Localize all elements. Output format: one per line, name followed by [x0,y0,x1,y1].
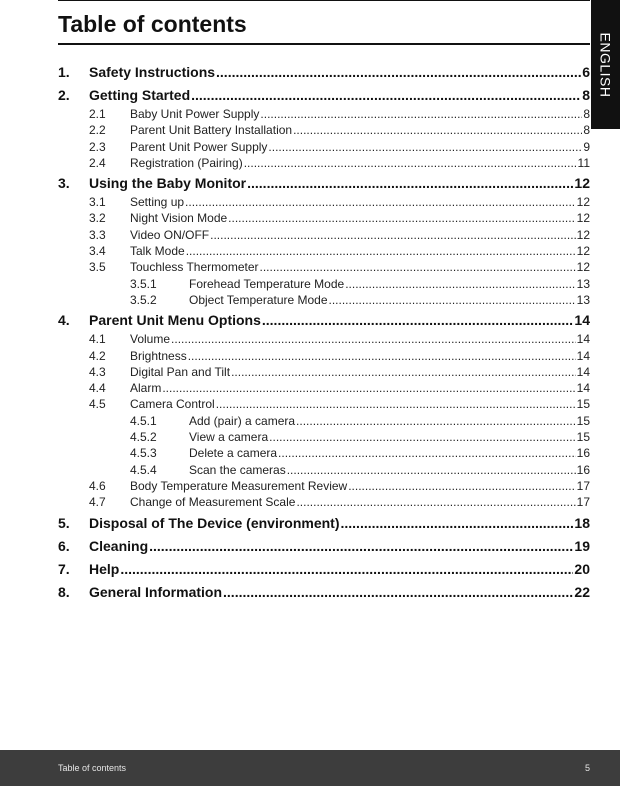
toc-entry-label: Parent Unit Power Supply [130,139,268,154]
toc-entry-label: Body Temperature Measurement Review [130,478,348,493]
toc-entry-label: Alarm [130,381,162,396]
toc-dot-leader [341,515,574,531]
toc-entry-page: 14 [576,332,590,347]
toc-entry-number: 6. [58,537,70,554]
toc-entry-number: 4. [58,312,70,329]
toc-entry-number: 4.1 [89,332,106,347]
toc-entry-label: Scan the cameras [189,462,286,477]
toc-entry-page: 12 [574,175,590,192]
toc-entry-number: 2.3 [89,139,106,154]
toc-entry-number: 1. [58,64,70,80]
toc-dot-leader [216,64,581,80]
toc-entry-page: 14 [576,348,590,363]
toc-entry-page: 12 [576,211,590,226]
toc-entry[interactable] [58,140,590,156]
toc-entry-label: Disposal of The Device (environment) [89,514,340,531]
toc-entry[interactable] [58,561,590,581]
toc-entry-label: Add (pair) a camera [189,413,296,428]
toc-entry-number: 7. [58,560,70,577]
toc-entry-label: Delete a camera [189,446,278,461]
toc-entry-label: Parent Unit Battery Installation [130,123,293,138]
toc-entry-page: 17 [576,495,590,510]
toc-entry-label: Brightness [130,348,187,363]
toc-entry[interactable] [58,365,590,381]
toc-entry-number: 4.2 [89,348,106,363]
toc-entry-label: Talk Mode [130,244,185,259]
toc-entry[interactable] [58,349,590,365]
toc-entry-page: 15 [576,430,590,445]
toc-entry-label: Volume [130,332,171,347]
footer-page-number: 5 [585,763,591,773]
toc-entry-number: 4.5.4 [130,462,157,477]
toc-entry-number: 4.6 [89,478,106,493]
toc-entry-number: 4.5 [89,397,106,412]
toc-dot-leader [268,140,582,154]
toc-entry[interactable] [58,277,590,293]
toc-dot-leader [296,414,576,428]
toc-entry-label: Forehead Temperature Mode [189,276,345,291]
toc-entry[interactable] [58,228,590,244]
toc-entry-number: 4.3 [89,364,106,379]
toc-entry-page: 8 [582,87,590,103]
toc-entry[interactable] [58,446,590,462]
language-tab-label: ENGLISH [597,32,614,97]
toc-entry-label: General Information [89,583,223,600]
toc-entry-label: Object Temperature Mode [189,292,328,307]
toc-entry[interactable] [58,244,590,260]
toc-entry-label: Digital Pan and Tilt [130,364,231,379]
toc-entry-number: 4.7 [89,495,106,510]
toc-entry-number: 4.4 [89,381,106,396]
toc-dot-leader [345,277,575,291]
toc-dot-leader [191,87,581,103]
toc-entry-page: 15 [576,413,590,428]
toc-dot-leader [223,584,573,600]
toc-entry-label: Registration (Pairing) [130,155,243,170]
toc-entry[interactable] [58,463,590,479]
toc-entry-label: Video ON/OFF [130,227,210,242]
toc-dot-leader [260,107,582,121]
toc-entry-number: 2.4 [89,155,106,170]
toc-entry[interactable] [58,211,590,227]
toc-entry-page: 8 [583,107,590,121]
footer-bar [0,750,620,786]
toc-entry[interactable] [58,293,590,309]
toc-entry[interactable] [58,123,590,139]
toc-dot-leader [244,156,577,170]
toc-entry-number: 2.2 [89,123,106,138]
toc-entry[interactable] [58,538,590,558]
toc-entry-label: Getting Started [89,87,191,103]
toc-entry-label: Help [89,560,120,577]
language-tab [591,0,620,129]
toc-dot-leader [262,312,574,328]
toc-entry-number: 3.5 [89,260,106,275]
toc-dot-leader [231,365,576,379]
toc-entry[interactable] [58,479,590,495]
toc-entry-number: 4.5.1 [130,413,157,428]
toc-dot-leader [348,479,575,493]
toc-entry-number: 3. [58,175,70,192]
toc-entry-label: Change of Measurement Scale [130,495,296,510]
toc-dot-leader [162,381,575,395]
toc-entry-number: 3.3 [89,227,106,242]
toc-entry-number: 2.1 [89,107,106,121]
toc-dot-leader [287,463,576,477]
toc-entry-page: 14 [576,364,590,379]
toc-entry[interactable] [58,515,590,535]
toc-entry-number: 3.2 [89,211,106,226]
toc-dot-leader [329,293,576,307]
toc-entry[interactable] [58,430,590,446]
toc-entry-number: 3.5.1 [130,276,157,291]
toc-entry-number: 5. [58,514,70,531]
toc-entry-number: 4.5.2 [130,430,157,445]
toc-entry-label: Camera Control [130,397,215,412]
toc-dot-leader [216,397,576,411]
toc-dot-leader [228,211,575,225]
footer-section-title: Table of contents [58,763,127,773]
top-rule [58,0,590,1]
toc-entry-label: Baby Unit Power Supply [130,107,260,121]
toc-entry[interactable] [58,332,590,348]
toc-entry[interactable] [58,495,590,511]
toc-entry[interactable] [58,260,590,276]
toc-entry-label: Parent Unit Menu Options [89,312,261,329]
toc-entry-page: 6 [582,64,590,80]
toc-dot-leader [260,260,576,274]
table-of-contents [58,64,590,604]
toc-dot-leader [171,332,576,346]
toc-entry-label: Night Vision Mode [130,211,228,226]
toc-entry-page: 11 [577,155,590,170]
toc-entry-label: Cleaning [89,537,149,554]
toc-dot-leader [120,561,573,577]
toc-entry-label: Touchless Thermometer [130,260,259,275]
toc-entry-number: 2. [58,87,70,103]
toc-entry-page: 12 [576,260,590,275]
toc-entry[interactable] [58,397,590,413]
toc-entry-number: 8. [58,583,70,600]
toc-entry-number: 3.4 [89,244,106,259]
toc-dot-leader [296,495,575,509]
toc-entry[interactable] [58,584,590,604]
toc-dot-leader [185,195,576,209]
toc-entry[interactable] [58,312,590,332]
toc-entry-page: 16 [576,446,590,461]
toc-entry[interactable] [58,107,590,123]
toc-entry[interactable] [58,381,590,397]
toc-dot-leader [188,349,576,363]
toc-entry-page: 12 [576,195,590,210]
page-title: Table of contents [58,11,247,37]
toc-entry-label: Safety Instructions [89,64,216,80]
toc-entry-number: 3.1 [89,195,106,210]
toc-entry-page: 18 [574,514,590,531]
toc-entry-page: 16 [576,462,590,477]
toc-dot-leader [269,430,575,444]
toc-dot-leader [278,446,576,460]
toc-dot-leader [247,175,573,191]
toc-entry[interactable] [58,175,590,195]
toc-entry-page: 15 [576,397,590,412]
toc-entry[interactable] [58,195,590,211]
toc-entry-page: 8 [583,123,590,138]
toc-entry-number: 3.5.2 [130,292,157,307]
toc-entry-label: Using the Baby Monitor [89,175,247,192]
toc-entry-page: 12 [576,227,590,242]
toc-entry[interactable] [58,64,590,84]
toc-entry-page: 12 [576,244,590,259]
toc-dot-leader [149,538,573,554]
toc-entry-page: 17 [576,478,590,493]
toc-dot-leader [186,244,576,258]
toc-dot-leader [293,123,582,137]
toc-entry-page: 9 [583,139,590,154]
toc-entry-number: 4.5.3 [130,446,157,461]
toc-entry-page: 19 [574,537,590,554]
toc-entry-page: 13 [576,276,590,291]
toc-entry-page: 13 [576,292,590,307]
toc-entry[interactable] [58,414,590,430]
toc-entry-page: 22 [574,583,590,600]
toc-entry-label: Setting up [130,195,185,210]
toc-entry-page: 14 [574,312,590,329]
toc-entry-page: 20 [574,560,590,577]
toc-entry[interactable] [58,156,590,172]
toc-entry-page: 14 [576,381,590,396]
toc-entry[interactable] [58,87,590,107]
title-divider [58,43,590,45]
toc-dot-leader [210,228,576,242]
toc-entry-label: View a camera [189,430,269,445]
